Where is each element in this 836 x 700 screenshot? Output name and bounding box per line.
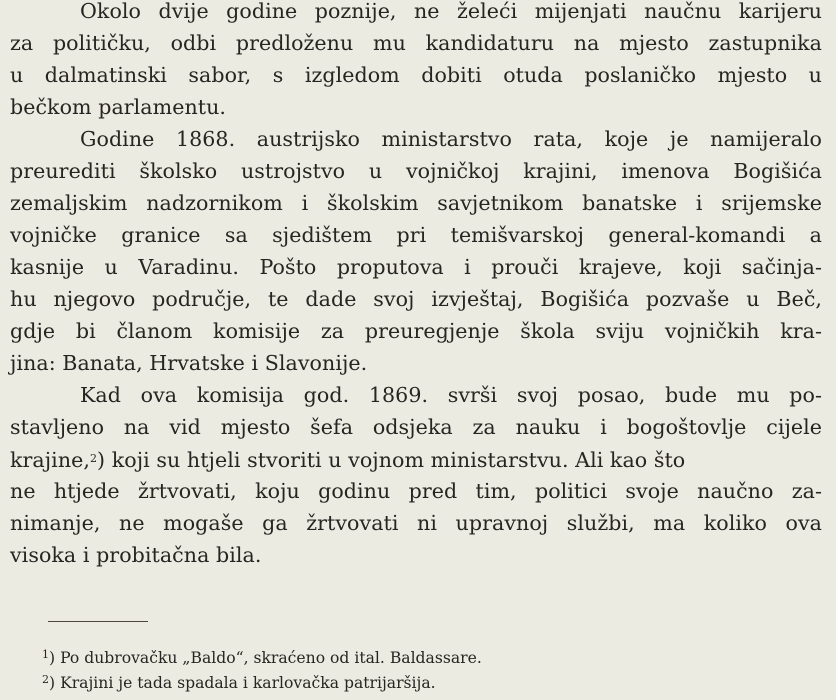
footnote-ref-2-close: ) bbox=[97, 448, 106, 472]
footnote-1-marker: 1 bbox=[42, 648, 49, 661]
footnote-1 bbox=[42, 643, 802, 670]
paragraph-2-line-7: gdje bi članom komisije za preuregjenje škola sviju vojničkih kra- bbox=[10, 319, 822, 343]
paragraph-2-line-8: jina: Banata, Hrvatske i Slavonije. bbox=[10, 351, 368, 375]
line-rest: koji su htjeli stvoriti u vojnom ministarstvu. Ali kao što bbox=[111, 448, 686, 472]
paragraph-3-line-5: nimanje, ne mogaše ga žrtvovati ni upravnoj službi, ma koliko ova bbox=[10, 511, 822, 535]
paragraph-3-line-2: stavljeno na vid mjesto šefa odsjeka za nauku i bogoštovlje cijele bbox=[10, 415, 822, 439]
paragraph-3-line-1: Kad ova komisija god. 1869. svrši svoj posao, bude mu po- bbox=[80, 383, 822, 407]
paragraph-2-line-2: preurediti školsko ustrojstvo u vojničkoj krajini, imenova Bogišića bbox=[10, 159, 822, 183]
footnote-2-marker: 2 bbox=[42, 673, 49, 686]
paragraph-3-line-3 bbox=[10, 443, 822, 476]
paragraph-1-line-3: u dalmatinski sabor, s izgledom dobiti otuda poslaničko mjesto u bbox=[10, 63, 822, 87]
paragraph-2-line-3: zemaljskim nadzornikom i školskim savjetnikom banatske i srijemske bbox=[10, 191, 822, 215]
footnote-2-marker-close: ) bbox=[49, 674, 56, 692]
footnote-1-text: Po dubrovačku „Baldo“, skraćeno od ital. Baldassare. bbox=[60, 649, 482, 667]
paragraph-3-line-4: ne htjede žrtvovati, koju godinu pred tim, politici svoje naučno za- bbox=[10, 479, 822, 503]
paragraph-2-line-6: hu njegovo područje, te dade svoj izvještaj, Bogišića pozvaše u Beč, bbox=[10, 287, 822, 311]
footnote-divider bbox=[48, 621, 148, 622]
footnote-2-text: Krajini je tada spadala i karlovačka patrijaršija. bbox=[60, 674, 436, 692]
paragraph-1-line-4: bečkom parlamentu. bbox=[10, 95, 226, 119]
footnote-2 bbox=[42, 668, 802, 695]
paragraph-2-line-1: Godine 1868. austrijsko ministarstvo rata, koje je namijeralo bbox=[80, 127, 822, 151]
footnote-1-marker-close: ) bbox=[49, 649, 56, 667]
paragraph-3-line-6: visoka i probitačna bila. bbox=[10, 543, 262, 567]
paragraph-2-line-5: kasnije u Varadinu. Pošto proputova i prouči krajeve, koji sačinja- bbox=[10, 255, 822, 279]
paragraph-1-line-1: Okolo dvije godine poznije, ne želeći mijenjati naučnu karijeru bbox=[80, 0, 822, 23]
paragraph-1-line-2: za političku, odbi predloženu mu kandidaturu na mjesto zastupnika bbox=[10, 31, 822, 55]
paragraph-2-line-4: vojničke granice sa sjedištem pri temišvarskoj general-komandi a bbox=[10, 223, 822, 247]
line-prefix: krajine, bbox=[10, 448, 90, 472]
footnote-ref-2: 2 bbox=[89, 452, 98, 465]
